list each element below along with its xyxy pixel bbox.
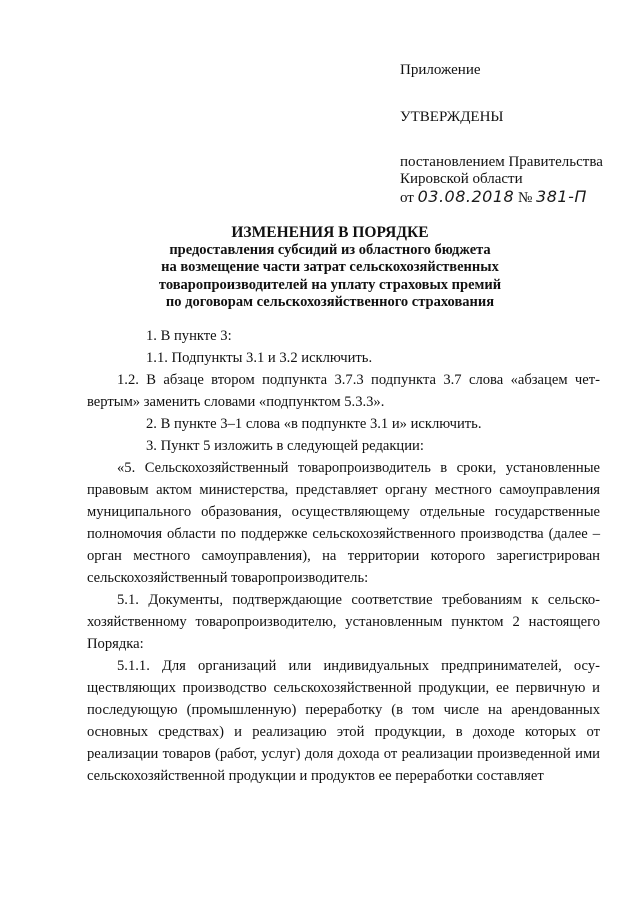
decree-line-2: Кировской области bbox=[400, 171, 523, 187]
handwritten-number: 381-П bbox=[536, 187, 587, 206]
paragraph-1-2: 1.2. В абзаце втором подпункта 3.7.3 подпункта 3.7 слова «абзацем четвертым» заменить словами «подпунктом 5.3.3». bbox=[87, 372, 600, 410]
date-prefix: от bbox=[400, 190, 414, 206]
paragraph-1: 1. В пункте 3: bbox=[146, 328, 232, 344]
handwritten-date: 03.08.2018 bbox=[417, 187, 515, 206]
heading-line-2: на возмещение части затрат сельскохозяйственных bbox=[161, 259, 499, 275]
paragraph-5: «5. Сельскохозяйственный товаропроизводитель в сроки, установленные правовым актом министерства, представляет органу местного самоуправления муниципального образования, осуществляющему отдельные государственные полномочия области по поддержке сельскохозяйственного производства (далее – орган местного самоуправления), на территории которого зарегистрирован сельскохозяйственный товаропроизводитель: bbox=[87, 460, 600, 586]
heading-line-1: предоставления субсидий из областного бюджета bbox=[169, 241, 491, 258]
decree-date-line bbox=[400, 188, 630, 207]
decree-line-1: постановлением Правительства bbox=[400, 154, 603, 170]
approved-stamp-text: УТВЕРЖДЕНЫ bbox=[400, 109, 504, 125]
heading-line-3: товаропроизводителей на уплату страховых премий bbox=[158, 276, 502, 293]
heading-title: ИЗМЕНЕНИЯ В ПОРЯДКЕ bbox=[231, 224, 429, 241]
number-sign: № bbox=[517, 190, 533, 206]
attachment-label: Приложение bbox=[400, 62, 481, 78]
heading-line-4: по договорам сельскохозяйственного страхования bbox=[165, 294, 495, 310]
document-body bbox=[87, 325, 600, 787]
paragraph-1-1: 1.1. Подпункты 3.1 и 3.2 исключить. bbox=[146, 350, 373, 366]
document-heading bbox=[60, 224, 600, 312]
attachment-block bbox=[400, 62, 630, 207]
paragraph-2: 2. В пункте 3–1 слова «в подпункте 3.1 и» исключить. bbox=[146, 416, 482, 432]
paragraph-3: 3. Пункт 5 изложить в следующей редакции: bbox=[146, 438, 424, 454]
paragraph-5-1-1: 5.1.1. Для организаций или индивидуальных предпринимателей, осуществляющих производство сельскохозяйственной продукции, ее первичную и последующую (промышленную) переработку (в том числе на арендованных основных средствах) и реализацию этой продукции, в доходе которых от реализации товаров (работ, услуг) доля дохода от реализации произведенной ими сельскохозяйственной продукции и продуктов ее переработки составляет bbox=[87, 658, 600, 784]
paragraph-5-1: 5.1. Документы, подтверждающие соответствие требованиям к сельскохозяйственному товаропроизводителю, установленным пунктом 2 настоящего Порядка: bbox=[87, 592, 600, 652]
